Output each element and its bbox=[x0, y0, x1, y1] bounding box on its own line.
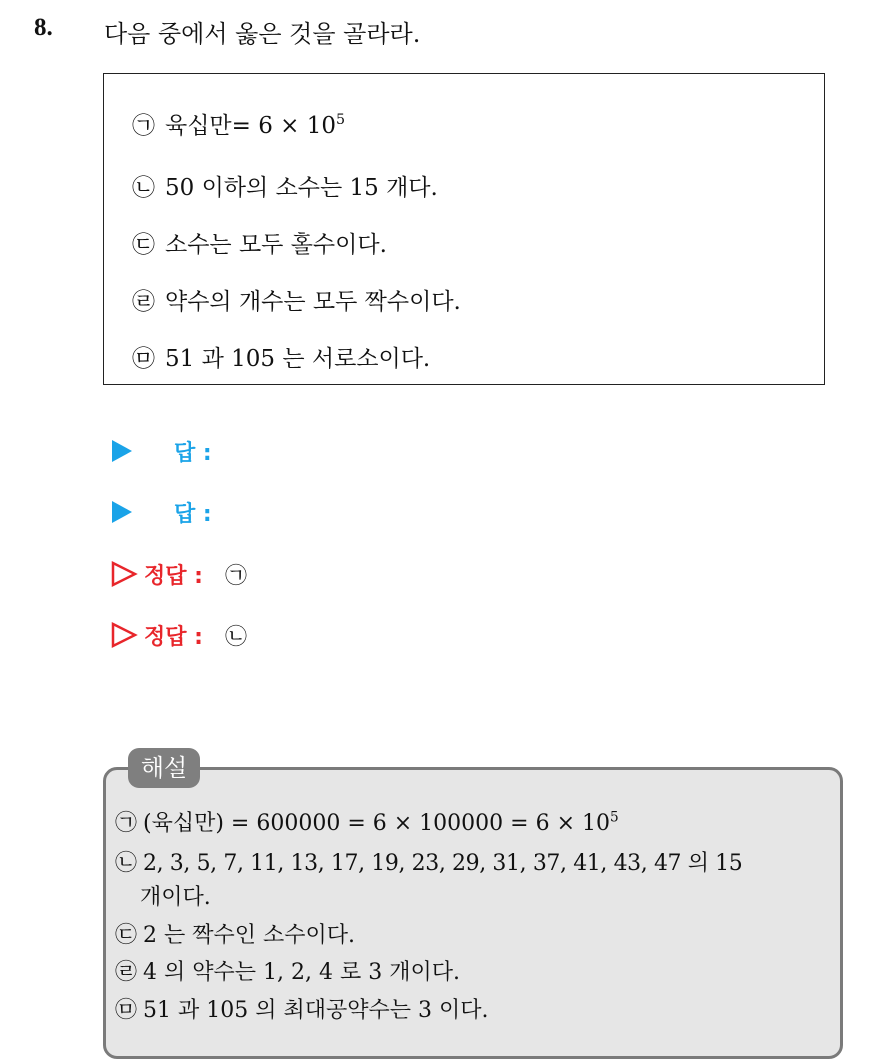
choice-text: 육십만= 6 × 10 bbox=[165, 113, 337, 139]
correct-answer-2 bbox=[110, 618, 247, 652]
explanation-mark: ㉣ bbox=[115, 960, 138, 985]
answer-label: 답 : bbox=[174, 501, 212, 527]
correct-value: ㉠ bbox=[224, 563, 247, 589]
explanation-line-1 bbox=[115, 806, 619, 837]
explanation-mark: ㉡ bbox=[115, 851, 138, 876]
play-triangle-icon bbox=[112, 440, 132, 462]
explanation-text: 개이다. bbox=[140, 885, 211, 910]
choice-3 bbox=[132, 226, 387, 259]
correct-label: 정답 : bbox=[144, 563, 203, 589]
explanation-line-5 bbox=[115, 955, 460, 986]
question-number: 8. bbox=[34, 14, 53, 41]
choice-mark: ㉣ bbox=[132, 289, 155, 315]
choice-mark: ㉡ bbox=[132, 175, 155, 201]
explanation-line-3 bbox=[140, 880, 211, 911]
outline-triangle-icon bbox=[110, 560, 138, 588]
explanation-text: 4 의 약수는 1, 2, 4 로 3 개이다. bbox=[143, 960, 460, 985]
choice-mark: ㉤ bbox=[132, 346, 155, 372]
choice-5 bbox=[132, 340, 430, 373]
explanation-line-6 bbox=[115, 993, 488, 1024]
correct-answer-1 bbox=[110, 557, 247, 591]
explanation-text: (육십만) = 600000 = 6 × 100000 = 6 × 10 bbox=[143, 811, 610, 836]
choice-2 bbox=[132, 169, 438, 202]
question-text: 다음 중에서 옳은 것을 골라라. bbox=[104, 20, 421, 48]
answer-blank-1 bbox=[110, 434, 212, 468]
choice-mark: ㉠ bbox=[132, 113, 155, 139]
choice-text: 50 이하의 소수는 15 개다. bbox=[165, 175, 438, 201]
correct-label: 정답 : bbox=[144, 624, 203, 650]
explanation-line-4 bbox=[115, 918, 355, 949]
choice-1 bbox=[132, 107, 345, 140]
explanation-exponent: 5 bbox=[610, 809, 619, 826]
choice-4 bbox=[132, 283, 461, 316]
explanation-text: 2 는 짝수인 소수이다. bbox=[143, 923, 356, 948]
play-triangle-icon bbox=[112, 501, 132, 523]
correct-value: ㉡ bbox=[224, 624, 247, 650]
answer-label: 답 : bbox=[174, 440, 212, 466]
choice-mark: ㉢ bbox=[132, 232, 155, 258]
choice-text: 약수의 개수는 모두 짝수이다. bbox=[165, 289, 461, 315]
answer-blank-2 bbox=[110, 495, 212, 529]
choice-exponent: 5 bbox=[336, 112, 346, 129]
explanation-mark: ㉠ bbox=[115, 811, 138, 836]
explanation-text: 2, 3, 5, 7, 11, 13, 17, 19, 23, 29, 31, 37, 41, 43, 47 의 15 bbox=[143, 851, 743, 876]
explanation-text: 51 과 105 의 최대공약수는 3 이다. bbox=[143, 998, 489, 1023]
explanation-tab: 해설 bbox=[128, 748, 200, 788]
choice-text: 51 과 105 는 서로소이다. bbox=[165, 346, 431, 372]
choices-box bbox=[103, 73, 825, 385]
explanation-mark: ㉤ bbox=[115, 998, 138, 1023]
outline-triangle-icon bbox=[110, 621, 138, 649]
explanation-mark: ㉢ bbox=[115, 923, 138, 948]
choice-text: 소수는 모두 홀수이다. bbox=[165, 232, 387, 258]
explanation-line-2 bbox=[115, 846, 742, 877]
